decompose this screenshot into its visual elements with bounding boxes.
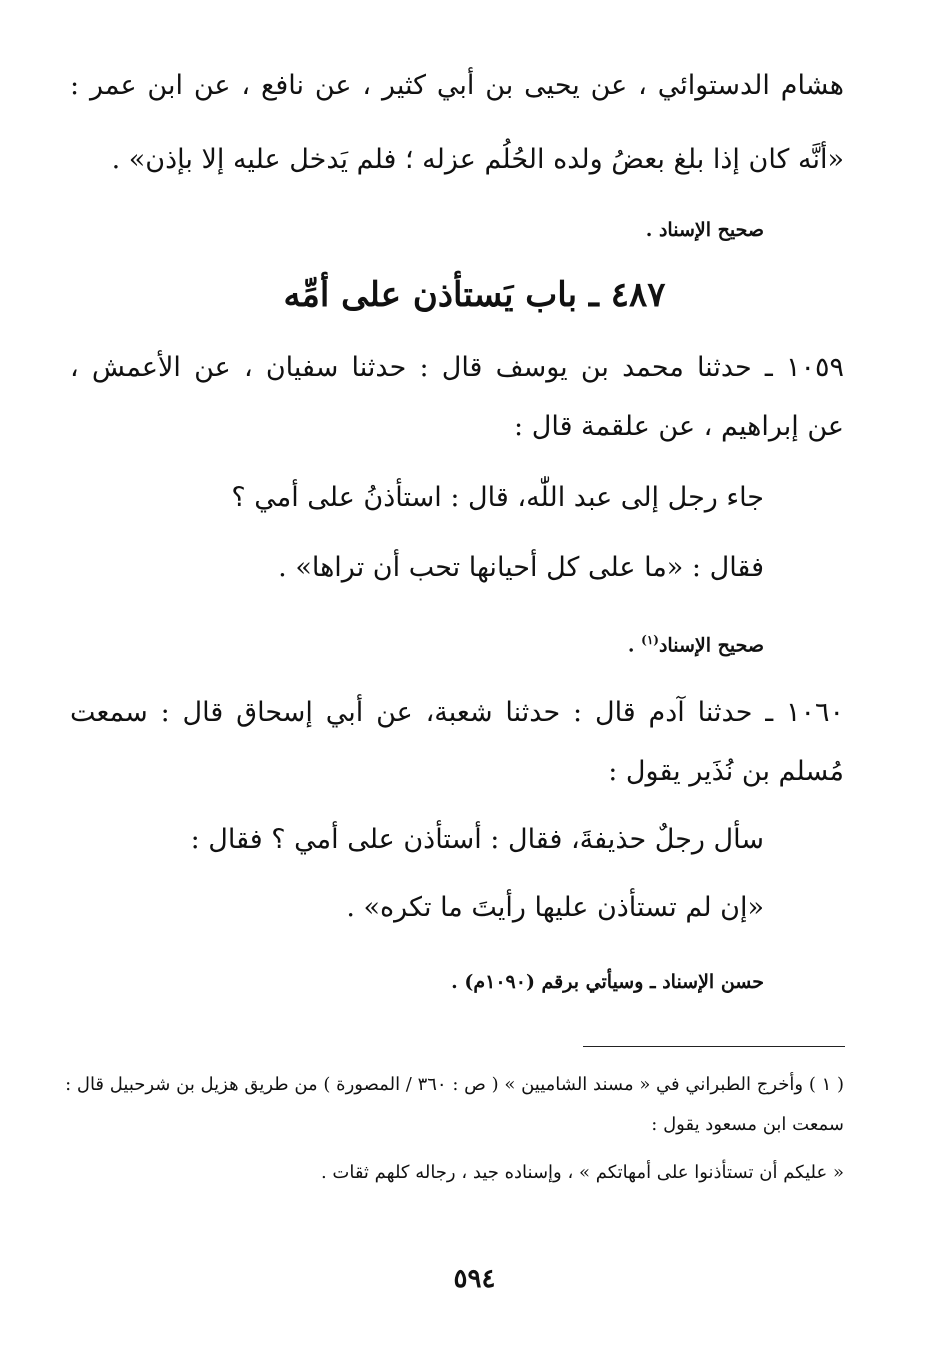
chapter-title: ٤٨٧ ـ باب يَستأذن على أمِّه bbox=[283, 275, 666, 315]
footnote-line-3: « عليكم أن تستأذنوا على أمهاتكم » ، وإسناده جيد ، رجاله كلهم ثقات . bbox=[320, 1162, 844, 1183]
isnad-grade-1: صحيح الإسناد . bbox=[645, 219, 764, 241]
footnote-line-1: ( ١ ) وأخرج الطبراني في « مسند الشاميين » ( ص : ٣٦٠ / المصورة ) من طريق هزيل بن شرحبيل قال : bbox=[65, 1074, 844, 1095]
hadith-1060-text-1: سأل رجلٌ حذيفةَ، فقال : أستأذن على أمي ؟ فقال : bbox=[190, 824, 764, 855]
text-line-2: «أنَّه كان إذا بلغ بعضُ ولده الحُلُم عزله ؛ فلم يَدخل عليه إلا بإذن» . bbox=[111, 144, 844, 175]
text-line-1: هشام الدستوائي ، عن يحيى بن أبي كثير ، عن نافع ، عن ابن عمر : bbox=[70, 70, 844, 101]
isnad-grade-3: حسن الإسناد ـ وسيأتي برقم (١٠٩٠م) . bbox=[451, 971, 764, 993]
page-number: ٥٩٤ bbox=[453, 1264, 496, 1294]
hadith-1059-line-2: عن إبراهيم ، عن علقمة قال : bbox=[514, 411, 844, 442]
hadith-1059-line-1: ١٠٥٩ ـ حدثنا محمد بن يوسف قال : حدثنا سفيان ، عن الأعمش ، bbox=[70, 352, 844, 383]
hadith-1060-line-2: مُسلم بن نُذَير يقول : bbox=[608, 756, 844, 787]
footnote-line-2: سمعت ابن مسعود يقول : bbox=[651, 1114, 844, 1135]
hadith-1060-line-1: ١٠٦٠ ـ حدثنا آدم قال : حدثنا شعبة، عن أبي إسحاق قال : سمعت bbox=[70, 697, 844, 728]
hadith-1059-text-2: فقال : «ما على كل أحيانها تحب أن تراها» . bbox=[278, 552, 764, 583]
isnad-grade-2-end: . bbox=[627, 634, 642, 657]
footnote-separator bbox=[583, 1046, 845, 1047]
hadith-1060-text-2: «إن لم تستأذن عليها رأيتَ ما تكره» . bbox=[346, 892, 764, 923]
isnad-grade-2 bbox=[70, 620, 764, 665]
hadith-1059-text-1: جاء رجل إلى عبد اللّٰه، قال : استأذنُ على أمي ؟ bbox=[231, 482, 764, 513]
footnote-ref-1[interactable]: (١) bbox=[641, 633, 659, 647]
isnad-grade-2-text: صحيح الإسناد bbox=[658, 634, 764, 657]
